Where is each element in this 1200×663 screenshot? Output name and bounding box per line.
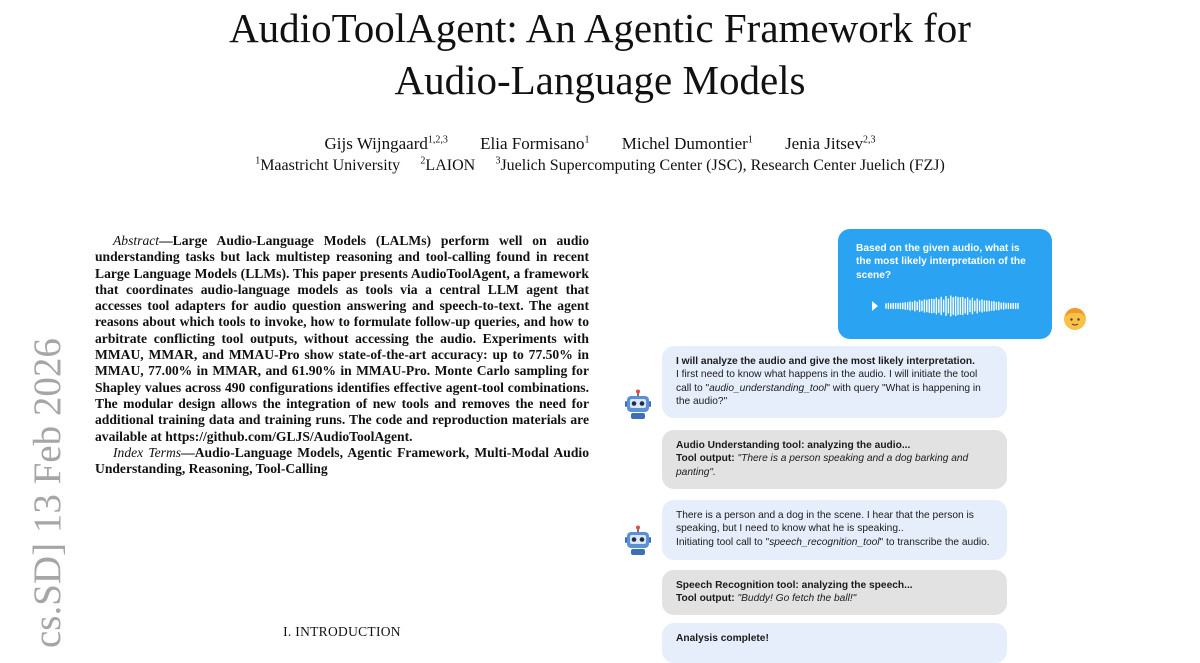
abstract-text: —Large Audio-Language Models (LALMs) perform well on audio understanding tasks but lack multistep reasoning and tool-calling found in recent Large Language Models (LLMs). This paper presents AudioToolAgent, a framework that coordinates audio-language models as tools via a central LLM agent that accesses tool adapters for audio question answering and speech-to-text. The agent reasons about which tools to invoke, how to formulate follow-up queries, and how to arbitrate conflicting tool outputs, without accessing the audio. Experiments with MMAU, MMAR, and MMAU-Pro show state-of-the-art accuracy: up to 77.50% in MMAU, 77.00% in MMAR, and 61.90% in MMAU-Pro. Monte Carlo sampling for Shapley values across 490 configurations identifies effective agent-tool combinations. The modular design allows the integration of new tools and removes the need for additional training data and training runs. The code and reproduction materials are available at https://github.com/GLJS/AudioToolAgent. [95, 233, 589, 444]
affiliation: $^2$LAION [420, 155, 476, 174]
affiliation: $^1$Maastricht University [255, 155, 401, 174]
user-question-text: Based on the given audio, what is the most likely interpretation of the scene? [856, 243, 1026, 281]
agent-message-bubble [662, 500, 1007, 560]
robot-icon [622, 525, 654, 557]
user-avatar-icon [1062, 305, 1088, 331]
agent-dialogue-figure [610, 225, 1090, 648]
agent-message-heading: I will analyze the audio and give the most likely interpretation. [676, 356, 975, 367]
author-list [0, 133, 1200, 154]
play-icon [872, 301, 878, 311]
author: Elia Formisano$^1$ [480, 134, 590, 153]
agent-message-bubble [662, 346, 1007, 418]
section-heading: I. INTRODUCTION [283, 624, 401, 639]
abstract-label: Abstract [113, 233, 160, 248]
affiliation-list [0, 154, 1200, 176]
tool-output-bubble [662, 570, 1007, 615]
robot-icon [622, 389, 654, 421]
agent-tool-call: Initiating tool call to "speech_recognition_tool" to transcribe the audio. [676, 536, 990, 548]
tool-heading: Speech Recognition tool: analyzing the speech... [676, 580, 913, 591]
user-question-bubble [838, 229, 1052, 339]
index-terms [95, 445, 589, 478]
title-line-2: Audio-Language Models [394, 57, 806, 103]
author-block [0, 133, 1200, 176]
tool-heading: Audio Understanding tool: analyzing the audio... [676, 440, 911, 451]
arxiv-stamp: cs.SD] 13 Feb 2026 [26, 338, 69, 648]
author: Jenia Jitsev$^{2,3}$ [785, 134, 876, 153]
author: Gijs Wijngaard$^{1,2,3}$ [324, 134, 448, 153]
tool-output: Tool output: "Buddy! Go fetch the ball!" [676, 593, 857, 605]
index-terms-label: Index Terms [113, 444, 182, 460]
author: Michel Dumontier$^1$ [621, 134, 753, 153]
tool-output-bubble [662, 430, 1007, 489]
tool-output: Tool output: "There is a person speaking and a dog barking and panting". [676, 453, 969, 478]
title-line-1: AudioToolAgent: An Agentic Framework for [229, 5, 971, 51]
agent-message-text: I first need to know what happens in the audio. I will initiate the tool call to "audio_understanding_tool" with query "What is happening in the audio?" [676, 369, 981, 407]
agent-message-text: There is a person and a dog in the scene. I hear that the person is speaking, but I need to know what he is speaking.. [676, 510, 974, 535]
abstract-paragraph [95, 233, 589, 445]
audio-waveform-icon [868, 295, 1028, 317]
index-terms-text: —Audio-Language Models, Agentic Framework, Multi-Modal Audio Understanding, Reasoning, Tool-Calling [95, 444, 589, 477]
affiliation: $^3$Juelich Supercomputing Center (JSC), Research Center Juelich (FZJ) [495, 155, 945, 174]
paper-title [0, 2, 1200, 106]
final-message-heading: Analysis complete! [676, 633, 769, 644]
final-message-bubble [662, 623, 1007, 663]
abstract [95, 233, 589, 477]
